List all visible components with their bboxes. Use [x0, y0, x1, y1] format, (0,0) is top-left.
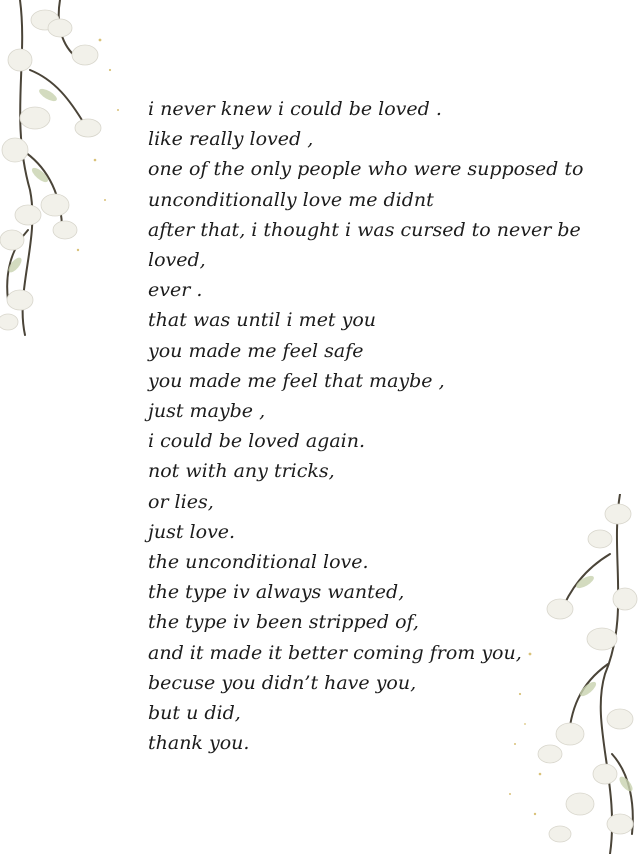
poem-line: one of the only people who were supposed to — [148, 158, 584, 181]
poem-line: that was until i met you — [148, 309, 377, 332]
poem-line: i could be loved again. — [148, 430, 366, 453]
poem-line: like really loved , — [148, 128, 314, 151]
poem-line: unconditionally love me didnt — [148, 188, 434, 211]
floral-decoration-top-left — [0, 0, 150, 340]
poem-line: loved, — [148, 249, 206, 272]
poem-line: thank you. — [148, 732, 250, 755]
poem-line: but u did, — [148, 702, 241, 725]
poem-line: just maybe , — [148, 400, 266, 423]
poem-line: i never knew i could be loved . — [148, 98, 442, 120]
poem-line: after that, i thought i was cursed to never be — [148, 218, 581, 241]
poem-line: you made me feel that maybe , — [148, 369, 445, 392]
poem-line: the unconditional love. — [148, 551, 369, 574]
poem-line: you made me feel safe — [148, 339, 364, 362]
poem-line: not with any tricks, — [148, 460, 335, 483]
poem-text — [148, 94, 588, 758]
poem-line: becuse you didn’t have you, — [148, 671, 417, 694]
poem-line: ever . — [148, 279, 203, 302]
poem-line: the type iv always wanted, — [148, 581, 405, 604]
poem-line: and it made it better coming from you, — [148, 641, 522, 664]
poem-line: or lies, — [148, 490, 214, 513]
poem-line: just love. — [148, 520, 236, 543]
poem-line: the type iv been stripped of, — [148, 611, 419, 634]
